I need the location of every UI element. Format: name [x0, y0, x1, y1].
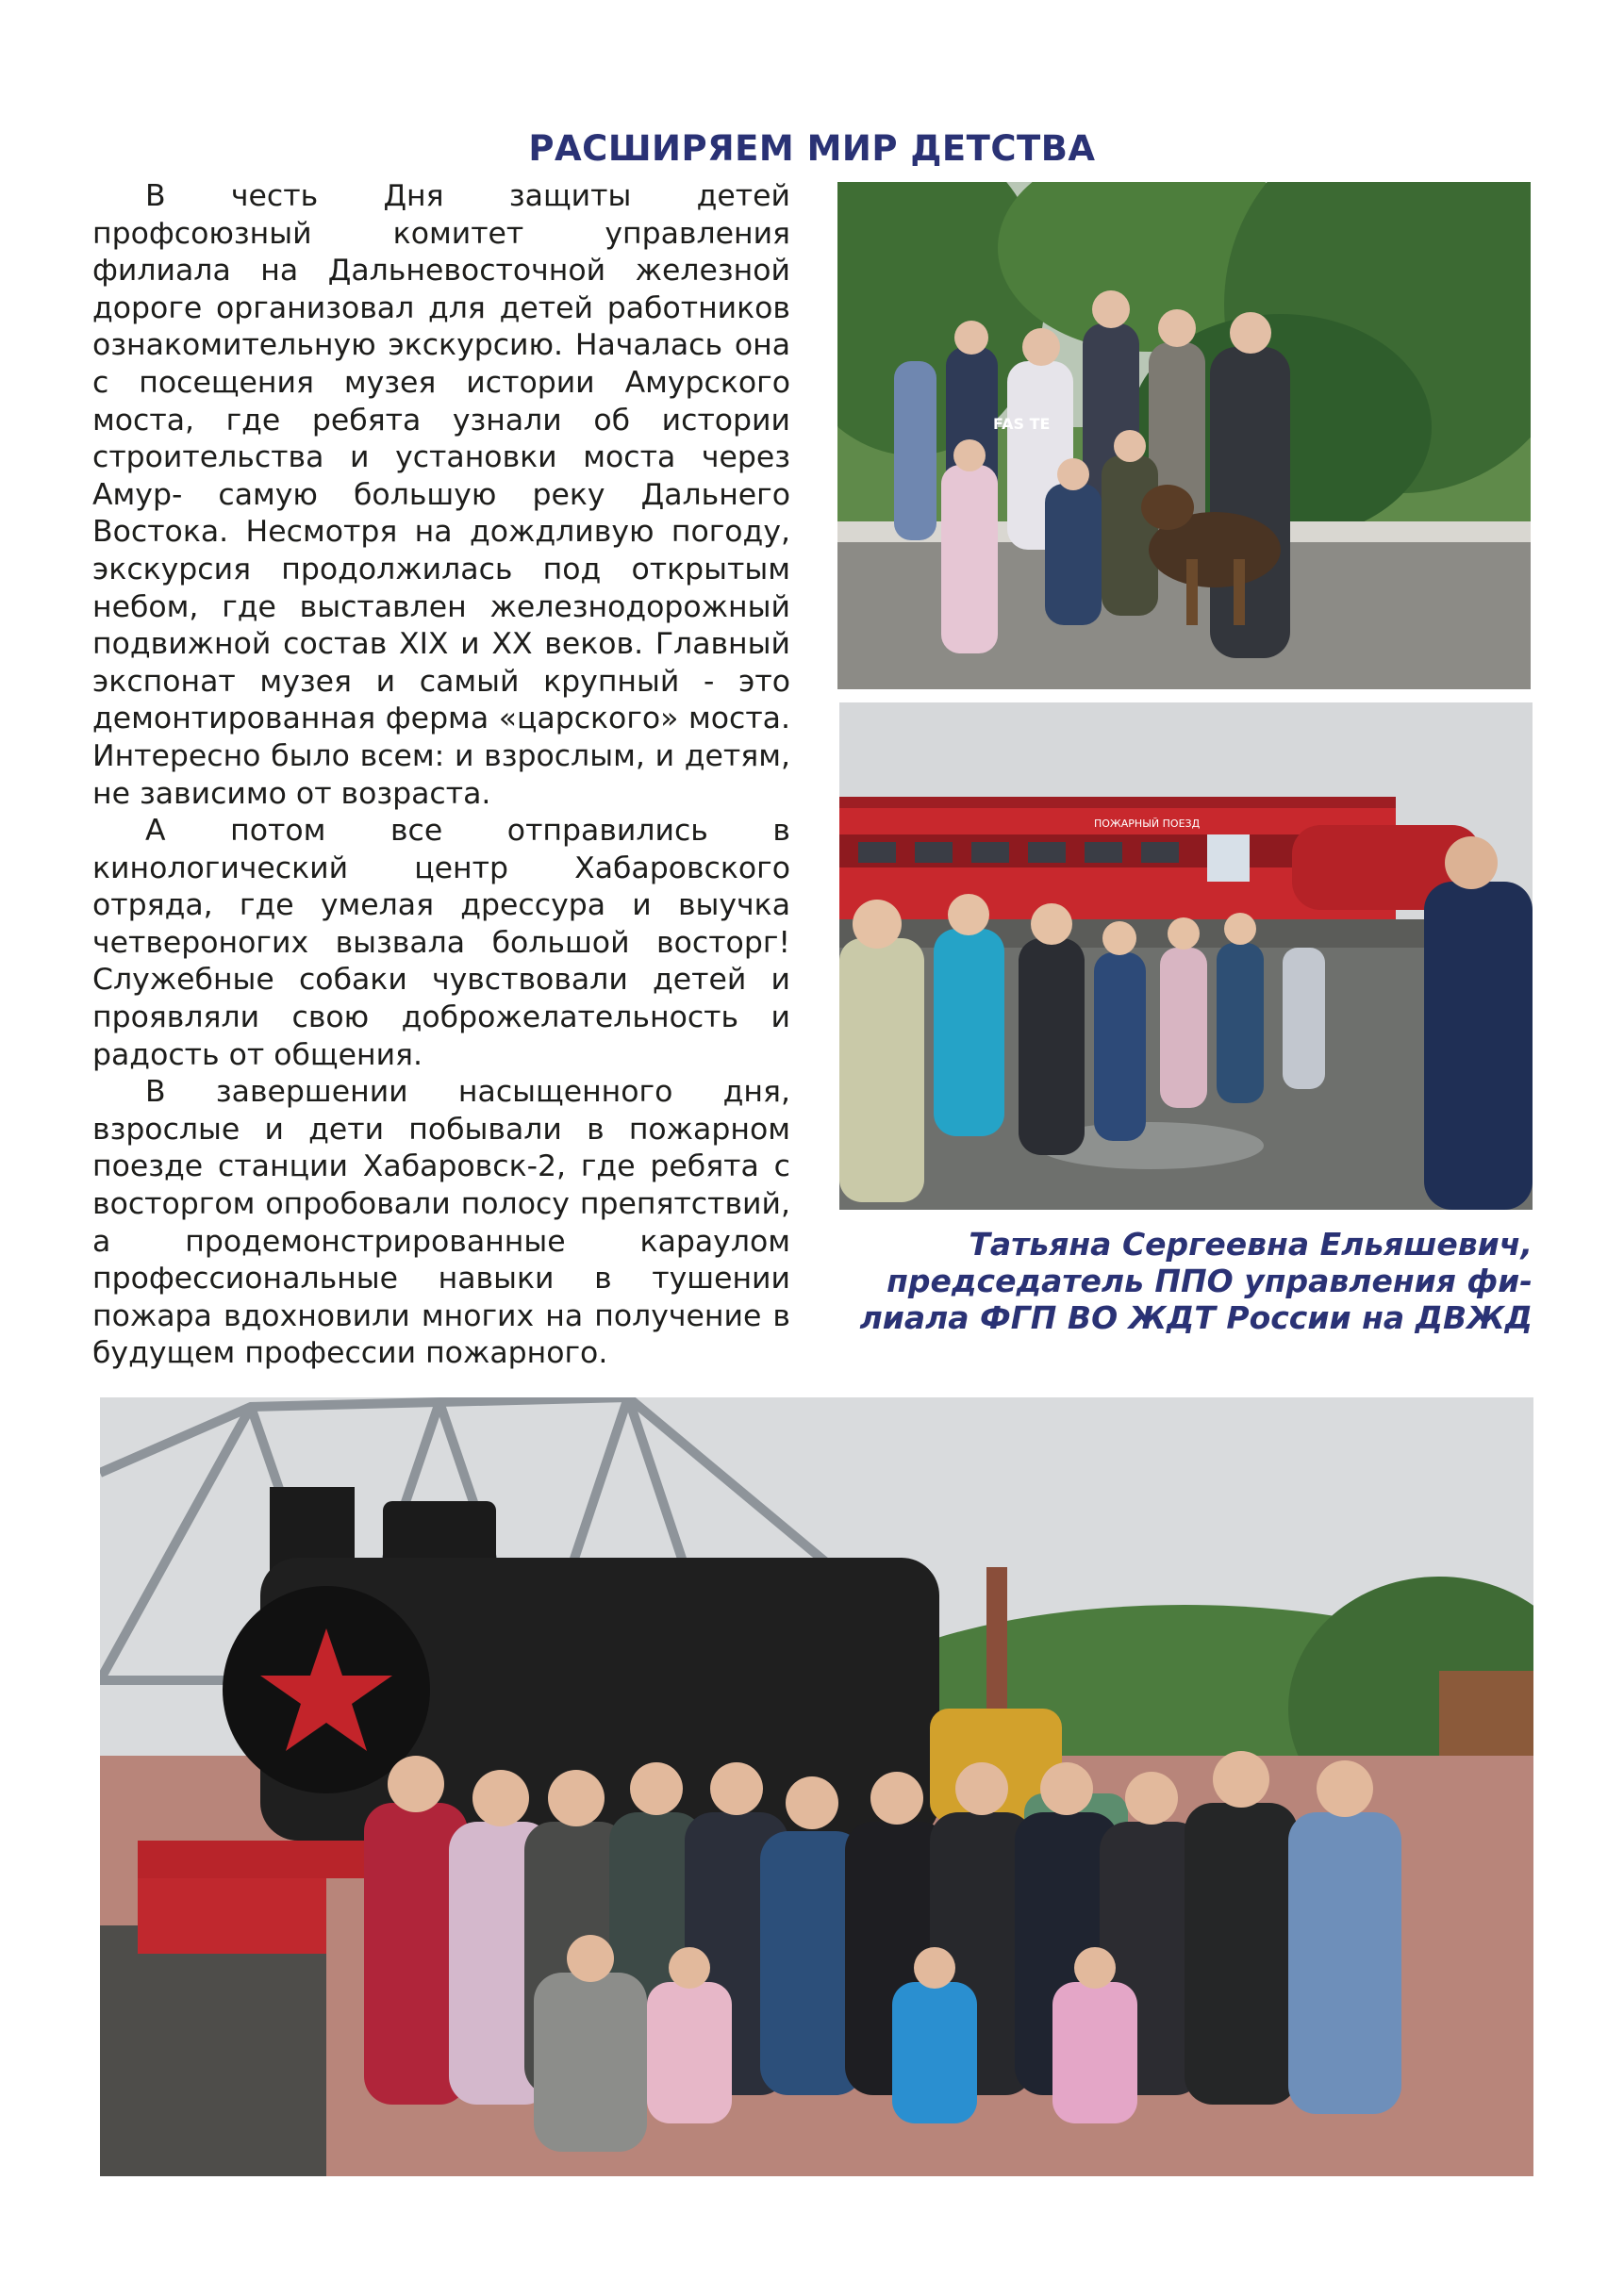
caption-line-1: Татьяна Сергеевна Ельяшевич, [969, 1226, 1533, 1263]
train-car-sign: ПОЖАРНЫЙ ПОЕЗД [1094, 818, 1201, 830]
paragraph-1: В честь Дня защиты детей профсоюзный комитет управления филиала на Дальневосточной железной дороге организовал для детей работников ознакомительную экскурсию. Началась она с посещения музея истории Амурского моста, где ребята узнали об истории строительства и установки моста через Амур- самую большую реку Дальнего Востока. Несмотря на дождливую погоду, экскурсия продолжилась под открытым небом, где выставлен железнодорожный подвижной состав XIX и XX веков. Главный экспонат музея и самый крупный - это демонтированная ферма «царского» моста. Интересно было всем: и взрослым, и детям, не зависимо от возраста. [92, 179, 790, 811]
photo-fire-train [839, 702, 1533, 1210]
shirt-print-text: FAS TE [993, 415, 1051, 433]
photo-children-with-dog [837, 182, 1531, 689]
photo-group-locomotive [100, 1397, 1533, 2176]
paragraph-3: В завершении насыщенного дня, взрослые и дети побывали в пожарном поезде станции Хабаровск-2, где ребята с восторгом опробовали полосу препятствий, а продемонстрированные караулом профессиональные навыки в тушении пожара вдохновили многих на получение в будущем профессии пожарного. [92, 1075, 790, 1371]
photo-caption [839, 1226, 1533, 1336]
paragraph-2: А потом все отправились в кинологический центр Хабаровского отряда, где умелая дрессура и выучка четвероногих вызвала большой восторг! Служебные собаки чувствовали детей и проявляли свою доброжелательность и радость от общения. [92, 814, 790, 1072]
photo-group-locomotive-image [100, 1397, 1533, 2176]
group-of-people [364, 1751, 1401, 2152]
photo-fire-train-image [839, 702, 1533, 1210]
article-body [92, 178, 790, 1373]
caption-line-2: председатель ППО управления фи- [887, 1263, 1533, 1299]
article-title: РАСШИРЯЕМ МИР ДЕТСТВА [528, 128, 1096, 169]
caption-line-3: лиала ФГП ВО ЖДТ России на ДВЖД [859, 1299, 1533, 1336]
photo-children-with-dog-image [837, 182, 1531, 689]
